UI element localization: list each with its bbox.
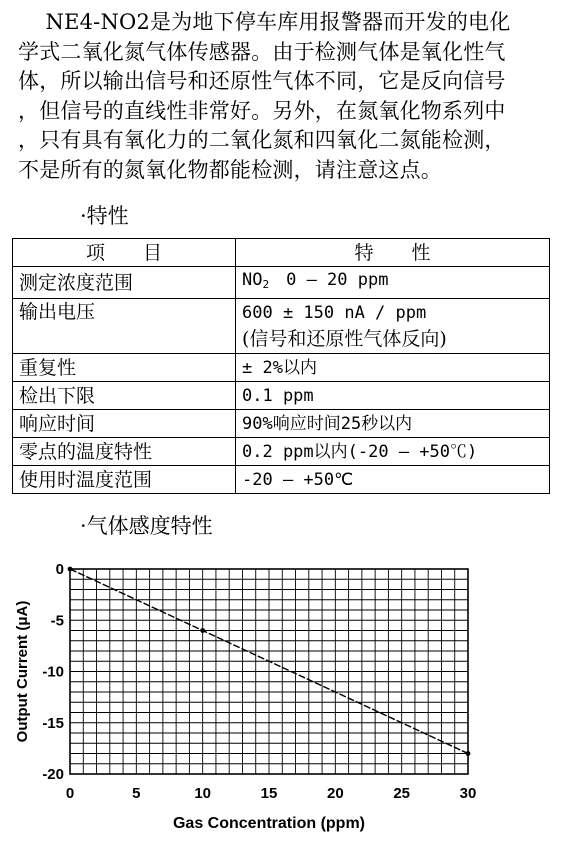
row-value: 0.2 ppm以内(-20 – +50℃)	[236, 438, 550, 466]
row-value-range: 0 – 20 ppm	[269, 270, 389, 290]
row-value-line1: 600 ± 150 nA / ppm	[242, 303, 427, 323]
y-tick-label: 0	[55, 561, 64, 578]
table-row	[13, 438, 550, 466]
intro-line: ，但信号的直线性非常好。另外，在氮氧化物系列中	[18, 98, 506, 123]
intro-line: NE4-NO2是为地下停车库用报警器而开发的电化	[18, 10, 511, 34]
row-label: 响应时间	[13, 410, 236, 438]
table-header-row	[13, 239, 550, 267]
x-tick-label: 25	[393, 785, 411, 802]
table-row	[13, 410, 550, 438]
spec-table	[12, 238, 550, 494]
table-row	[13, 354, 550, 382]
row-value-line2: (信号和还原性气体反向)	[242, 328, 447, 350]
y-axis-label: Output Current (μA)	[14, 600, 31, 743]
header-item: 项 目	[13, 239, 236, 267]
row-value-subscript: 2	[262, 278, 270, 291]
x-tick-label: 20	[326, 785, 344, 802]
row-value-prefix: NO	[242, 270, 263, 290]
table-row	[13, 382, 550, 410]
row-label: 检出下限	[13, 382, 236, 410]
intro-paragraph	[18, 8, 578, 185]
x-tick-label: 10	[194, 785, 212, 802]
x-axis-label: Gas Concentration (ppm)	[172, 815, 366, 832]
row-value	[236, 299, 550, 354]
row-value: 0.1 ppm	[236, 382, 550, 410]
x-tick-label: 0	[65, 785, 75, 802]
section-title-characteristics: ·特性	[80, 204, 129, 228]
gas-sensitivity-chart	[0, 552, 586, 842]
row-value: ± 2%以内	[236, 354, 550, 382]
y-tick-label: -5	[50, 612, 64, 630]
table-row	[13, 299, 550, 354]
row-value: 90%响应时间25秒以内	[236, 410, 550, 438]
intro-line: 学式二氧化氮气体传感器。由于检测气体是氧化性气	[18, 39, 506, 64]
header-property: 特 性	[236, 239, 550, 267]
x-tick-label: 5	[132, 785, 141, 802]
row-label: 输出电压	[13, 299, 236, 354]
row-label: 使用时温度范围	[13, 466, 236, 494]
data-point	[68, 567, 73, 572]
row-label: 测定浓度范围	[13, 267, 236, 299]
intro-line: 体，所以输出信号和还原性气体不同，它是反向信号	[18, 69, 506, 93]
table-row	[13, 466, 550, 494]
intro-line: 不是所有的氮氧化物都能检测，请注意这点。	[18, 157, 442, 182]
section-title-gas-sensitivity: ·气体感度特性	[80, 514, 213, 538]
y-tick-label: -20	[42, 766, 64, 783]
x-tick-label: 30	[459, 785, 477, 802]
data-point	[466, 751, 471, 756]
x-tick-label: 15	[260, 785, 278, 802]
row-label: 零点的温度特性	[13, 438, 236, 466]
row-value: -20 – +50℃	[236, 466, 550, 494]
row-label: 重复性	[13, 354, 236, 382]
intro-line: ，只有具有氧化力的二氧化氮和四氧化二氮能检测，	[18, 128, 506, 152]
table-row	[13, 267, 550, 299]
y-tick-label: -15	[42, 714, 64, 732]
row-value	[236, 267, 550, 299]
y-tick-label: -10	[42, 663, 64, 681]
data-point	[200, 628, 205, 633]
